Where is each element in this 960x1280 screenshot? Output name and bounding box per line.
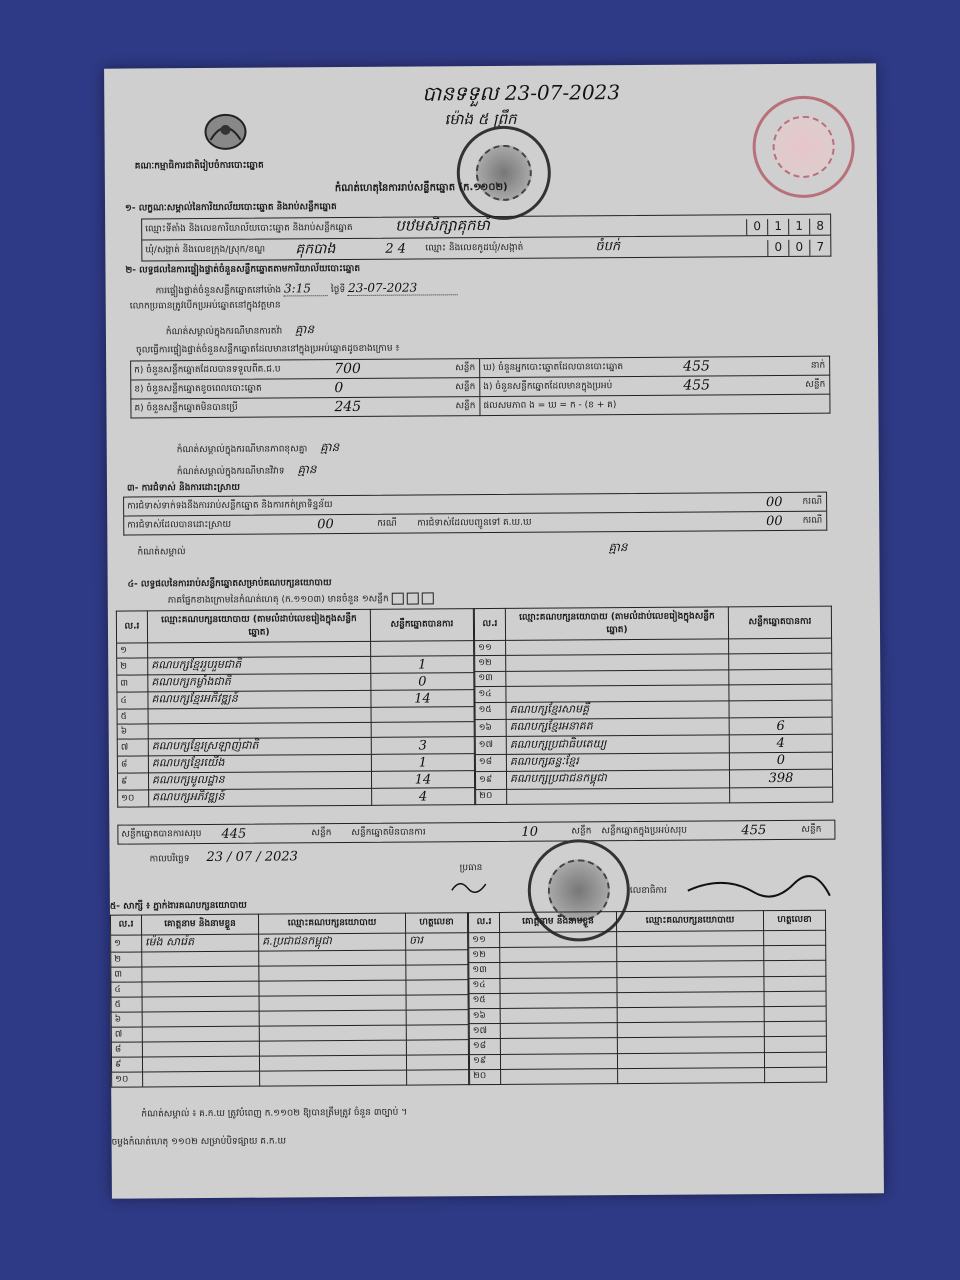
district-value: គុកបាង <box>295 240 336 257</box>
location-value: បឋមសិក្សាគុកមាំ <box>395 216 490 235</box>
count-value: 455 <box>683 358 710 375</box>
witness-no: ១២ <box>469 948 500 963</box>
result-votes: 1 <box>371 754 474 772</box>
count-row <box>480 395 830 416</box>
witness-no: ១៤ <box>469 978 500 993</box>
count-unit: សន្លឹក <box>805 379 826 390</box>
resolved-label: ការជំទាស់ដែលបានដោះស្រាយ <box>127 519 232 531</box>
count-value: 700 <box>334 360 361 378</box>
witness-col-no: ល.រ <box>468 912 499 932</box>
discrepancy-value: គ្មាន <box>320 440 340 455</box>
result-votes <box>371 641 474 657</box>
witness-party <box>259 1025 406 1041</box>
result-votes: 6 <box>729 717 832 735</box>
result-party: គណបក្សឆន្ទៈខ្មែរ <box>506 753 729 772</box>
result-votes: 14 <box>371 771 474 789</box>
result-no: ២០ <box>476 789 507 805</box>
code-digit: 1 <box>767 219 788 235</box>
witness-table <box>110 910 827 1088</box>
count-value: 0 <box>334 380 344 397</box>
result-party: គណបក្សកម្លាំងជាតិ <box>148 673 371 692</box>
witness-party <box>617 1007 764 1023</box>
president-signature <box>450 876 490 900</box>
result-votes <box>729 638 832 654</box>
result-votes <box>729 654 832 670</box>
witness-sign <box>764 1037 826 1053</box>
count-unit: សន្លឹក <box>455 362 476 373</box>
witness-name <box>500 947 617 963</box>
dispute-label: កំណត់សម្គាល់ក្នុងករណីមានវិវាទ <box>176 466 285 478</box>
witness-sign <box>406 1010 468 1025</box>
result-row <box>476 787 833 805</box>
dispute-note-value: គ្មាន <box>294 322 315 337</box>
result-party <box>148 707 371 724</box>
witness-sign <box>406 1055 468 1070</box>
witness-name <box>501 1068 618 1084</box>
section4-heading: ៤- លទ្ធផលនៃការរាប់សន្លឹកឆ្នោតសម្រាប់គណបក្សនយោបាយ <box>127 578 332 590</box>
col-no-header: ល.រ <box>116 611 147 643</box>
witness-party <box>617 946 764 962</box>
results-right-table <box>474 606 833 805</box>
witness-name <box>500 977 617 993</box>
col-votes-header: សន្លឹកឆ្នោតបានការ <box>370 609 473 642</box>
result-party <box>148 641 371 658</box>
result-row <box>118 788 475 807</box>
result-no: ១៨ <box>475 754 506 772</box>
result-no: ៦ <box>117 724 148 739</box>
witness-sign <box>764 961 826 977</box>
witness-no: ១៣ <box>469 963 500 978</box>
result-votes: 4 <box>372 788 475 806</box>
result-no: ២ <box>117 658 148 675</box>
results-left-table <box>116 608 475 807</box>
commune-code <box>767 236 830 256</box>
district-code: 2 4 <box>385 241 407 257</box>
resolved-unit: ករណី <box>377 518 397 529</box>
witness-name <box>500 1008 617 1024</box>
count-table <box>130 356 830 419</box>
result-no: ៥ <box>117 709 148 724</box>
count-left-col <box>130 358 480 418</box>
count-row <box>130 397 480 418</box>
nec-emblem-icon <box>202 112 248 152</box>
footer-note: កំណត់សម្គាល់ ៖ គ.ក.ឃ ត្រូវបំពេញ ក.១១០២ ឱ្យបានត្រឹមត្រូវ ចំនួន ៣ច្បាប់ ។ <box>141 1107 408 1120</box>
count-label: គ) ចំនួនសន្លឹកឆ្នោតមិនបានប្រើ <box>134 402 238 414</box>
witness-no: ១៩ <box>469 1054 500 1069</box>
result-party: គណបក្សខ្មែរសាមគ្គី <box>506 700 729 719</box>
count-label: ង) ចំនួនសន្លឹកឆ្នោតដែលមានក្នុងប្រអប់ <box>483 380 613 392</box>
result-no: ១២ <box>475 656 506 672</box>
witness-name <box>142 1041 259 1057</box>
result-party: គណបក្សខ្មែរយើង <box>148 754 371 773</box>
witness-no: ១ <box>111 935 142 952</box>
witness-col-sign: ហត្ថលេខា <box>763 910 825 930</box>
count-intro: ចូលធ្វើការផ្ទៀងផ្ទាត់ចំនួនសន្លឹកឆ្នោតដែលមាននៅក្នុងប្រអប់ឆ្នោតដូចខាងក្រោម ៖ <box>135 343 400 356</box>
result-party: គណបក្សខ្មែរស្រឡាញ់ជាតិ <box>148 737 371 756</box>
dispute-note-line <box>166 318 826 341</box>
result-no: ៩ <box>117 773 148 790</box>
result-votes: 14 <box>371 690 474 708</box>
forwarded-unit: ករណី <box>802 515 823 526</box>
witness-no: ៥ <box>111 997 142 1012</box>
objection-note-value: គ្មាន <box>608 540 628 555</box>
unit-label: សន្លឹក <box>801 824 822 835</box>
code-digit: 8 <box>809 219 830 235</box>
result-no: ១ <box>117 643 148 658</box>
witness-sign <box>764 930 826 946</box>
red-seal-stamp <box>752 95 855 198</box>
result-votes <box>371 722 474 738</box>
discrepancy-note <box>177 436 817 458</box>
code-digit: 1 <box>788 219 809 235</box>
witness-left-table <box>110 912 469 1087</box>
witness-name <box>500 962 617 978</box>
witness-sign <box>406 995 468 1010</box>
witness-party <box>259 995 406 1011</box>
result-no: ១០ <box>118 790 149 807</box>
witness-party <box>617 976 764 992</box>
result-party <box>506 639 729 656</box>
result-votes: 398 <box>729 769 832 787</box>
witness-name <box>142 1011 259 1027</box>
witness-right-table <box>468 910 827 1085</box>
result-party <box>506 685 729 702</box>
witness-name: ម៉េង សារ៉េត <box>142 934 259 952</box>
result-party: គណបក្សអភិវឌ្ឍន៍ <box>149 788 372 807</box>
forwarded-value: 00 <box>766 513 783 529</box>
box-total-value: 455 <box>741 822 767 838</box>
discrepancy-label: កំណត់សម្គាល់ក្នុងករណីមានភាពខុសគ្នា <box>176 444 308 456</box>
result-party <box>506 670 729 687</box>
resolved-value: 00 <box>317 516 334 532</box>
witness-no: ៤ <box>111 982 142 997</box>
count-row <box>480 356 830 378</box>
objection-row <box>123 512 827 536</box>
witness-col-party: ឈ្មោះគណបក្សនយោបាយ <box>258 913 405 934</box>
location-code <box>746 215 830 236</box>
result-party: គណបក្សខ្មែរអភិវឌ្ឍន៍ <box>148 690 371 709</box>
col-party-header: ឈ្មោះគណបក្សនយោបាយ (តាមលំដាប់លេខរៀងក្នុងសន្លឹកឆ្នោត) <box>147 609 370 643</box>
witness-name <box>143 1071 260 1087</box>
witness-sign <box>764 1006 826 1022</box>
witness-party <box>617 1037 764 1053</box>
witness-no: ១៧ <box>469 1024 500 1039</box>
witness-name <box>500 1023 617 1039</box>
dispute-value: គ្មាន <box>297 462 317 477</box>
witness-name <box>500 932 617 948</box>
valid-total-value: 445 <box>221 826 247 842</box>
witness-party <box>617 961 764 977</box>
witness-col-name: គោត្តនាម និងនាមខ្លួន <box>141 914 258 935</box>
section1-heading: ១- លក្ខណៈសម្គាល់នៃការិយាល័យបោះឆ្នោត និងរាប់សន្លឹកឆ្នោត <box>125 202 337 214</box>
location-label: ឈ្មោះទីតាំង និងលេខការិយាល័យបោះឆ្នោត និងរាប់សន្លឹកឆ្នោត <box>145 222 353 234</box>
witness-party <box>259 965 406 981</box>
verification-line <box>156 280 459 298</box>
witness-party <box>259 950 406 966</box>
result-no: ១៩ <box>475 772 506 790</box>
dispute-note <box>177 458 817 480</box>
footer-small: ចម្លងកំណត់ហេតុ ១១០២ សម្រាប់បិទផ្សាយ គ.ក.ឃ <box>111 1136 287 1148</box>
result-no: ៤ <box>117 692 148 709</box>
forwarded-label: ការជំទាស់ដែលបញ្ជូនទៅ គ.ឃ.ឃ <box>417 517 532 529</box>
witness-name <box>500 1053 617 1069</box>
witness-name <box>142 1056 259 1072</box>
result-party: គណបក្សខ្មែររួបរួមជាតិ <box>148 656 371 675</box>
president-label: ប្រធាន <box>459 863 483 874</box>
witness-row <box>470 1067 827 1085</box>
count-unit: សន្លឹក <box>455 381 476 392</box>
objection-note <box>137 538 827 561</box>
count-row <box>130 358 480 380</box>
witness-col-name: គោត្តនាម និងនាមខ្លួន <box>499 912 616 933</box>
witness-no: ៧ <box>111 1027 142 1042</box>
witness-row <box>112 1070 469 1087</box>
count-unit: នាក់ <box>810 360 826 371</box>
code-digit: 0 <box>767 240 788 256</box>
official-seal-top <box>456 126 551 221</box>
witness-party <box>260 1070 407 1086</box>
election-form-paper <box>104 63 884 1198</box>
objection-label: ការជំទាស់ទាក់ទងនឹងការរាប់សន្លឹកឆ្នោត និងការកត់ត្រាទិន្នន័យ <box>127 499 333 512</box>
witness-sign <box>407 1070 469 1085</box>
witness-name <box>500 992 617 1008</box>
equation-label: ផលសមភាព ង = ឃ = ក - (ខ + គ) <box>483 399 617 411</box>
invalid-total-value: 10 <box>521 824 539 840</box>
witness-party <box>618 1067 765 1083</box>
received-note: បានទទួល 23-07-2023 <box>422 80 621 106</box>
witness-no: ១៨ <box>469 1039 500 1054</box>
witness-col-no: ល.រ <box>110 915 141 935</box>
section5-heading: ៥- សាក្សី ៖ ភ្នាក់ងារគណបក្សនយោបាយ <box>109 900 247 912</box>
result-no: ៣ <box>117 675 148 692</box>
witness-no: ៦ <box>111 1012 142 1027</box>
objection-note-label: កំណត់សម្គាល់ <box>137 547 186 558</box>
witness-no: ៨ <box>111 1042 142 1057</box>
witness-sign <box>406 965 468 980</box>
result-party <box>148 722 371 739</box>
verification-time: 3:15 <box>284 281 328 296</box>
result-party: គណបក្សប្រជាជនកម្ពុជា <box>506 770 729 789</box>
section4-subline-text: ភាគផ្នែកខាងក្រោមនៃកំណត់ហេតុ (ក.១១០៣) មានចំនួន ១សន្លឹក <box>167 594 389 606</box>
unit-label: សន្លឹក <box>311 827 332 838</box>
witness-party <box>259 1010 406 1026</box>
result-no: ១៧ <box>475 737 506 755</box>
witness-party <box>617 1022 764 1038</box>
valid-total-label: សន្លឹកឆ្នោតបានការសរុប <box>121 828 202 840</box>
code-digit: 0 <box>788 240 809 256</box>
witness-sign <box>764 1021 826 1037</box>
result-votes <box>730 787 833 803</box>
code-digit: 7 <box>809 240 830 256</box>
result-party: គណបក្សខ្មែរអនាគត <box>506 718 729 737</box>
objection-unit: ករណី <box>802 496 823 507</box>
witness-no: ២ <box>111 952 142 967</box>
witness-party <box>617 991 764 1007</box>
result-no: ១៤ <box>475 687 506 703</box>
witness-no: ១១ <box>469 932 500 947</box>
witness-party <box>259 1055 406 1071</box>
code-digit: 0 <box>746 219 767 235</box>
date-value: 23 / 07 / 2023 <box>206 849 298 866</box>
result-no: ៨ <box>117 756 148 773</box>
objection-table <box>123 492 827 536</box>
result-votes <box>371 707 474 723</box>
witness-party <box>617 931 764 947</box>
witness-sign <box>406 950 468 965</box>
witness-sign <box>406 1025 468 1040</box>
result-votes <box>729 684 832 700</box>
witness-no: ១៦ <box>469 1008 500 1023</box>
witness-sign: ចារ <box>406 933 468 950</box>
commune-value: ចំបក់ <box>595 238 621 254</box>
count-label: ក) ចំនួនសន្លឹកឆ្នោតដែលបានទទួលពីគ.ជ.ប <box>134 363 281 376</box>
witness-sign <box>764 976 826 992</box>
witness-no: ៣ <box>111 967 142 982</box>
witness-name <box>142 951 259 967</box>
result-votes: 4 <box>729 734 832 752</box>
checkbox-3[interactable] <box>421 592 433 604</box>
box-total-label: សន្លឹកឆ្នោតក្នុងប្រអប់សរុប <box>601 825 687 836</box>
result-no: ១៥ <box>475 702 506 720</box>
witness-no: ១០ <box>112 1072 143 1087</box>
date-line <box>150 849 298 866</box>
result-party: គណបក្សប្រជាធិបតេយ្យ <box>506 735 729 754</box>
count-row <box>480 376 830 397</box>
witness-col-sign: ហត្ថលេខា <box>405 913 467 933</box>
result-party <box>506 654 729 671</box>
committee-header: គណៈកម្មាធិការជាតិរៀបចំការបោះឆ្នោត <box>134 160 264 172</box>
result-no: ១១ <box>475 640 506 656</box>
witness-party <box>617 1052 764 1068</box>
section4-subline <box>168 592 434 607</box>
commune-label: ឈ្មោះ និងលេខកូដឃុំ/សង្កាត់ <box>425 242 524 253</box>
unit-label: សន្លឹក <box>571 825 592 836</box>
checkbox-1[interactable] <box>391 593 403 605</box>
count-row <box>130 378 480 399</box>
result-votes <box>729 669 832 685</box>
ballot-box-line: លោកប្រធានត្រូវបើកប្រអប់ឆ្នោតនៅក្នុងវត្តមាន <box>129 300 281 312</box>
date-label: កាលបរិច្ឆេទ <box>149 854 190 865</box>
witness-name <box>142 981 259 997</box>
result-no: ១៣ <box>475 671 506 687</box>
witness-row <box>111 933 468 952</box>
col-no-header: ល.រ <box>474 608 505 640</box>
witness-sign <box>764 945 826 961</box>
secretary-signature <box>684 870 834 915</box>
result-votes: 3 <box>371 737 474 755</box>
witness-no: ៩ <box>111 1057 142 1072</box>
count-label: ឃ) ចំនួនអ្នកបោះឆ្នោតដែលបានបោះឆ្នោត <box>483 361 624 373</box>
result-votes <box>729 700 832 718</box>
invalid-total-label: សន្លឹកឆ្នោតមិនបានការ <box>351 826 426 838</box>
witness-sign <box>765 1067 827 1083</box>
date-label: ថ្ងៃទី <box>330 285 346 296</box>
objection-value: 00 <box>765 494 783 510</box>
result-party: គណបក្សមូលដ្ឋាន <box>148 771 371 790</box>
result-no: ១៦ <box>475 719 506 737</box>
witness-party <box>259 980 406 996</box>
witness-col-party: ឈ្មោះគណបក្សនយោបាយ <box>616 911 763 932</box>
count-right-col <box>480 356 830 416</box>
witness-sign <box>406 1040 468 1055</box>
count-unit: សន្លឹក <box>455 400 476 411</box>
count-label: ខ) ចំនួនសន្លឹកឆ្នោតខូចពេលបោះឆ្នោត <box>134 383 262 395</box>
witness-name <box>142 1026 259 1042</box>
witness-name <box>142 996 259 1012</box>
section3-heading: ៣- ការជំទាស់ និងការដោះស្រាយ <box>126 482 240 494</box>
form-title: កំណត់ហេតុនៃការរាប់សន្លឹកឆ្នោត (ក.១១០២) <box>334 181 508 195</box>
result-party <box>507 787 730 804</box>
count-value: 245 <box>334 398 362 416</box>
count-value: 455 <box>683 377 711 394</box>
results-table <box>116 606 833 808</box>
verification-date: 23-07-2023 <box>348 280 458 296</box>
witness-party: គ.ប្រជាជនកម្ពុជា <box>259 933 406 951</box>
result-no: ៧ <box>117 739 148 756</box>
witness-no: ២០ <box>470 1069 501 1085</box>
witness-sign <box>764 991 826 1007</box>
received-signature: ម៉ោង ៥ ព្រឹក <box>444 109 517 129</box>
result-votes: 1 <box>371 656 474 674</box>
section2-heading: ២- លទ្ធផលនៃការផ្ទៀងផ្ទាត់ចំនួនសន្លឹកឆ្នោតតាមការិយាល័យបោះឆ្នោត <box>125 263 361 276</box>
totals-row <box>117 820 835 845</box>
dispute-note-label: កំណត់សម្គាល់ក្នុងករណីមានការតវ៉ា <box>165 326 283 338</box>
witness-sign <box>764 1052 826 1068</box>
result-votes: 0 <box>729 752 832 770</box>
witness-sign <box>406 980 468 995</box>
witness-name <box>142 966 259 982</box>
col-party-header: ឈ្មោះគណបក្សនយោបាយ (តាមលំដាប់លេខរៀងក្នុងសន្លឹកឆ្នោត) <box>505 607 728 641</box>
witness-no: ១៥ <box>469 993 500 1008</box>
verification-label: ការផ្ទៀងផ្ទាត់ចំនួនសន្លឹកឆ្នោតនៅម៉ោង <box>155 285 282 297</box>
result-votes: 0 <box>371 673 474 691</box>
secretary-label: លេខាធិការ <box>629 885 667 897</box>
section1-box <box>141 214 831 262</box>
witness-party <box>259 1040 406 1056</box>
district-label: ឃុំ/សង្កាត់ និងលេខក្រុង/ស្រុក/ខណ្ឌ <box>145 244 266 255</box>
checkbox-2[interactable] <box>406 593 418 605</box>
witness-name <box>500 1038 617 1054</box>
col-votes-header: សន្លឹកឆ្នោតបានការ <box>728 606 831 639</box>
